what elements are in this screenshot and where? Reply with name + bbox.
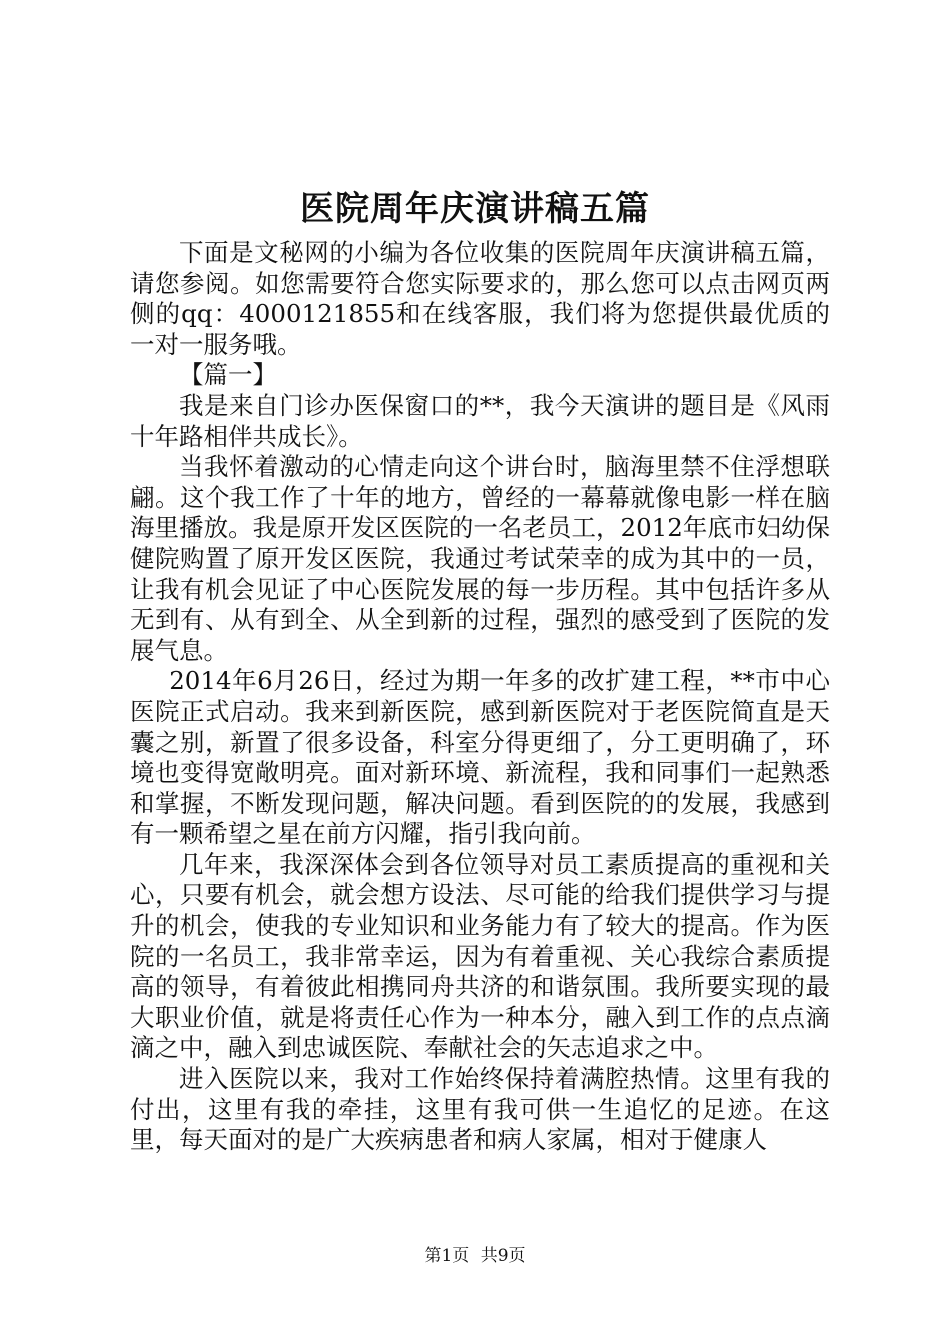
body-paragraph: 2014年6月26日，经过为期一年多的改扩建工程，**市中心医院正式启动。我来到新医院，感到新医院对于老医院简直是天囊之别，新置了很多设备，科室分得更细了，分工更明确了，环境也变得宽敞明亮。面对新环境、新流程，我和同事们一起熟悉和掌握，不断发现问题，解决问题。看到医院的的发展，我感到有一颗希望之星在前方闪耀，指引我向前。 — [130, 666, 830, 849]
document-body — [130, 238, 830, 1156]
section-heading: 【篇一】 — [179, 360, 277, 390]
body-paragraph: 几年来，我深深体会到各位领导对员工素质提高的重视和关心，只要有机会，就会想方设法、尽可能的给我们提供学习与提升的机会，使我的专业知识和业务能力有了较大的提高。作为医院的一名员工，我非常幸运，因为有着重视、关心我综合素质提高的领导，有着彼此相携同舟共济的和谐氛围。我所要实现的最大职业价值，就是将责任心作为一种本分，融入到工作的点点滴滴之中，融入到忠诚医院、奉献社会的矢志追求之中。 — [130, 849, 830, 1063]
body-paragraph: 进入医院以来，我对工作始终保持着满腔热情。这里有我的付出，这里有我的牵挂，这里有我可供一生追忆的足迹。在这里，每天面对的是广大疾病患者和病人家属，相对于健康人 — [130, 1064, 830, 1155]
document-title: 医院周年庆演讲稿五篇 — [300, 189, 650, 229]
body-paragraph: 当我怀着激动的心情走向这个讲台时，脑海里禁不住浮想联翩。这个我工作了十年的地方，曾经的一幕幕就像电影一样在脑海里播放。我是原开发区医院的一名老员工，2012年底市妇幼保健院购置了原开发区医院，我通过考试荣幸的成为其中的一员，让我有机会见证了中心医院发展的每一步历程。其中包括许多从无到有、从有到全、从全到新的过程，强烈的感受到了医院的发展气息。 — [130, 452, 830, 665]
page-footer: 第1页 共9页 — [424, 1246, 526, 1266]
intro-paragraph: 下面是文秘网的小编为各位收集的医院周年庆演讲稿五篇，请您参阅。如您需要符合您实际要求的，那么您可以点击网页两侧的qq：4000121855和在线客服，我们将为您提供最优质的一对一服务哦。 — [130, 238, 830, 359]
body-paragraph: 我是来自门诊办医保窗口的**，我今天演讲的题目是《风雨十年路相伴共成长》。 — [130, 390, 830, 451]
